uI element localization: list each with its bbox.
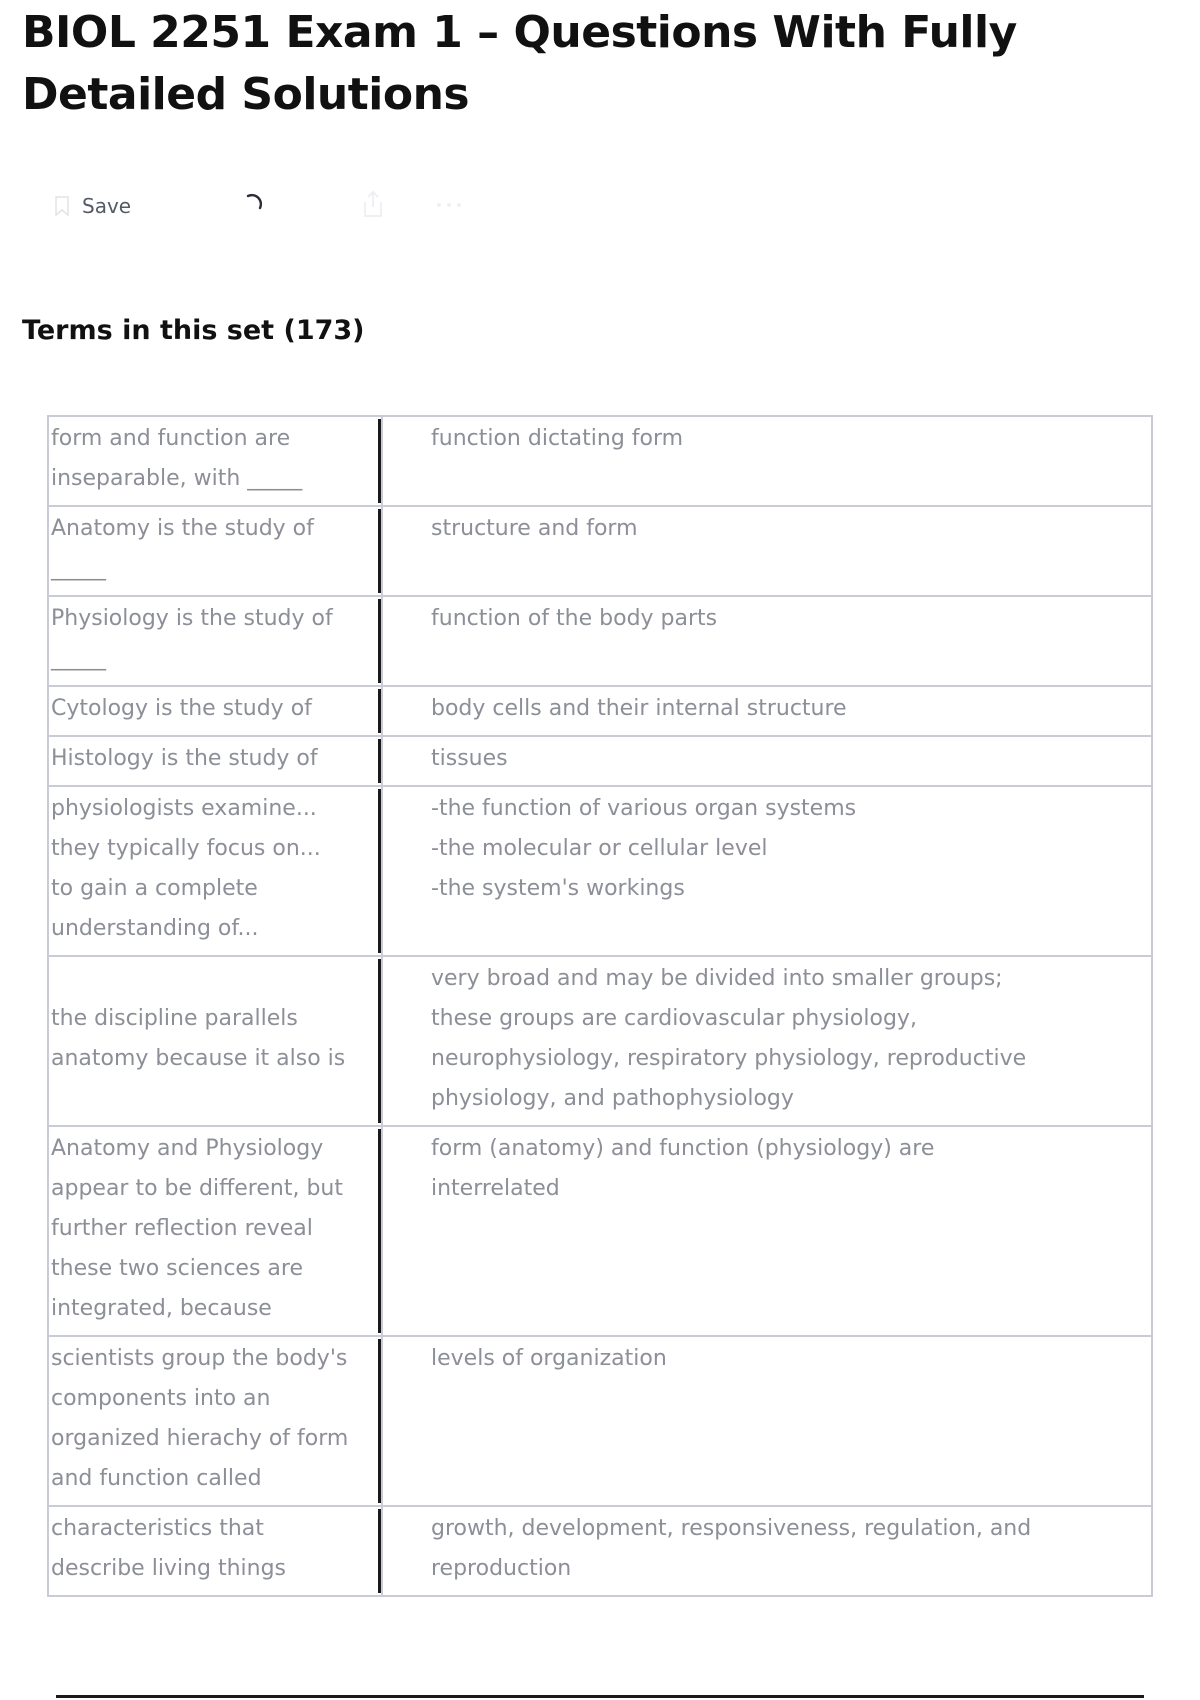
definition-text: function dictating form xyxy=(431,426,684,451)
term-cell xyxy=(48,786,382,956)
row-divider xyxy=(378,959,381,1123)
term-text: form and function are inseparable, with _____ xyxy=(51,426,303,491)
definition-text: form (anatomy) and function (physiology) are interrelated xyxy=(431,1136,935,1201)
term-text: scientists group the body's components into an organized hierachy of form and function called xyxy=(51,1346,349,1491)
term-text: Anatomy is the study of _____ xyxy=(51,516,314,581)
definition-cell xyxy=(382,1336,1152,1506)
definition-text: -the function of various organ systems -the molecular or cellular level -the system's workings xyxy=(431,796,857,901)
row-divider xyxy=(378,1509,381,1593)
bookmark-icon xyxy=(52,195,72,217)
definition-cell xyxy=(382,416,1152,506)
table-row xyxy=(48,736,1152,786)
term-cell xyxy=(48,506,382,596)
definition-text: tissues xyxy=(431,746,508,771)
row-divider xyxy=(378,689,381,733)
table-row xyxy=(48,956,1152,1126)
definition-text: very broad and may be divided into smaller groups; these groups are cardiovascular physiology, neurophysiology, respiratory physiology, reproductive physiology, and pathophysiology xyxy=(431,966,1027,1111)
term-cell xyxy=(48,736,382,786)
row-divider xyxy=(378,739,381,783)
definition-cell xyxy=(382,686,1152,736)
term-text: physiologists examine... they typically focus on... to gain a complete understanding of... xyxy=(51,796,321,941)
definition-text: growth, development, responsiveness, regulation, and reproduction xyxy=(431,1516,1032,1581)
set-toolbar xyxy=(48,186,508,226)
more-icon xyxy=(434,199,464,214)
row-divider xyxy=(378,1339,381,1503)
row-divider xyxy=(378,789,381,953)
save-button[interactable] xyxy=(52,186,131,226)
more-options-button[interactable] xyxy=(434,186,464,226)
term-cell xyxy=(48,686,382,736)
definition-cell xyxy=(382,736,1152,786)
definition-cell xyxy=(382,506,1152,596)
definition-cell xyxy=(382,956,1152,1126)
term-text: characteristics that describe living things xyxy=(51,1516,287,1581)
term-cell xyxy=(48,416,382,506)
term-cell xyxy=(48,596,382,686)
definition-text: body cells and their internal structure xyxy=(431,696,847,721)
definition-cell xyxy=(382,1506,1152,1596)
definition-cell xyxy=(382,786,1152,956)
table-row xyxy=(48,416,1152,506)
term-cell xyxy=(48,1336,382,1506)
term-text: Histology is the study of xyxy=(51,746,318,771)
row-divider xyxy=(378,599,381,683)
term-cell xyxy=(48,1506,382,1596)
share-button[interactable] xyxy=(360,186,386,226)
term-cell xyxy=(48,1126,382,1336)
bottom-rule xyxy=(56,1695,1144,1698)
save-label: Save xyxy=(82,194,132,218)
term-text: Cytology is the study of xyxy=(51,696,312,721)
page-title: BIOL 2251 Exam 1 – Questions With Fully Detailed Solutions xyxy=(22,7,1017,120)
term-cell xyxy=(48,956,382,1126)
table-row xyxy=(48,506,1152,596)
table-row xyxy=(48,1336,1152,1506)
definition-cell xyxy=(382,596,1152,686)
loading-indicator xyxy=(242,186,266,226)
definition-cell xyxy=(382,1126,1152,1336)
terms-table xyxy=(47,415,1153,1597)
table-row xyxy=(48,786,1152,956)
share-icon xyxy=(360,189,386,223)
definition-text: levels of organization xyxy=(431,1346,667,1371)
row-divider xyxy=(378,1129,381,1333)
row-divider xyxy=(378,419,381,503)
table-row xyxy=(48,1126,1152,1336)
definition-text: structure and form xyxy=(431,516,638,541)
term-text: Physiology is the study of _____ xyxy=(51,606,333,671)
table-row xyxy=(48,686,1152,736)
table-row xyxy=(48,596,1152,686)
spinner-icon xyxy=(242,191,266,221)
terms-heading: Terms in this set (173) xyxy=(22,315,365,346)
term-text: the discipline parallels anatomy because it also is xyxy=(51,1006,346,1071)
row-divider xyxy=(378,509,381,593)
definition-text: function of the body parts xyxy=(431,606,718,631)
term-text: Anatomy and Physiology appear to be different, but further reflection reveal these two sciences are integrated, because xyxy=(51,1136,343,1321)
table-row xyxy=(48,1506,1152,1596)
